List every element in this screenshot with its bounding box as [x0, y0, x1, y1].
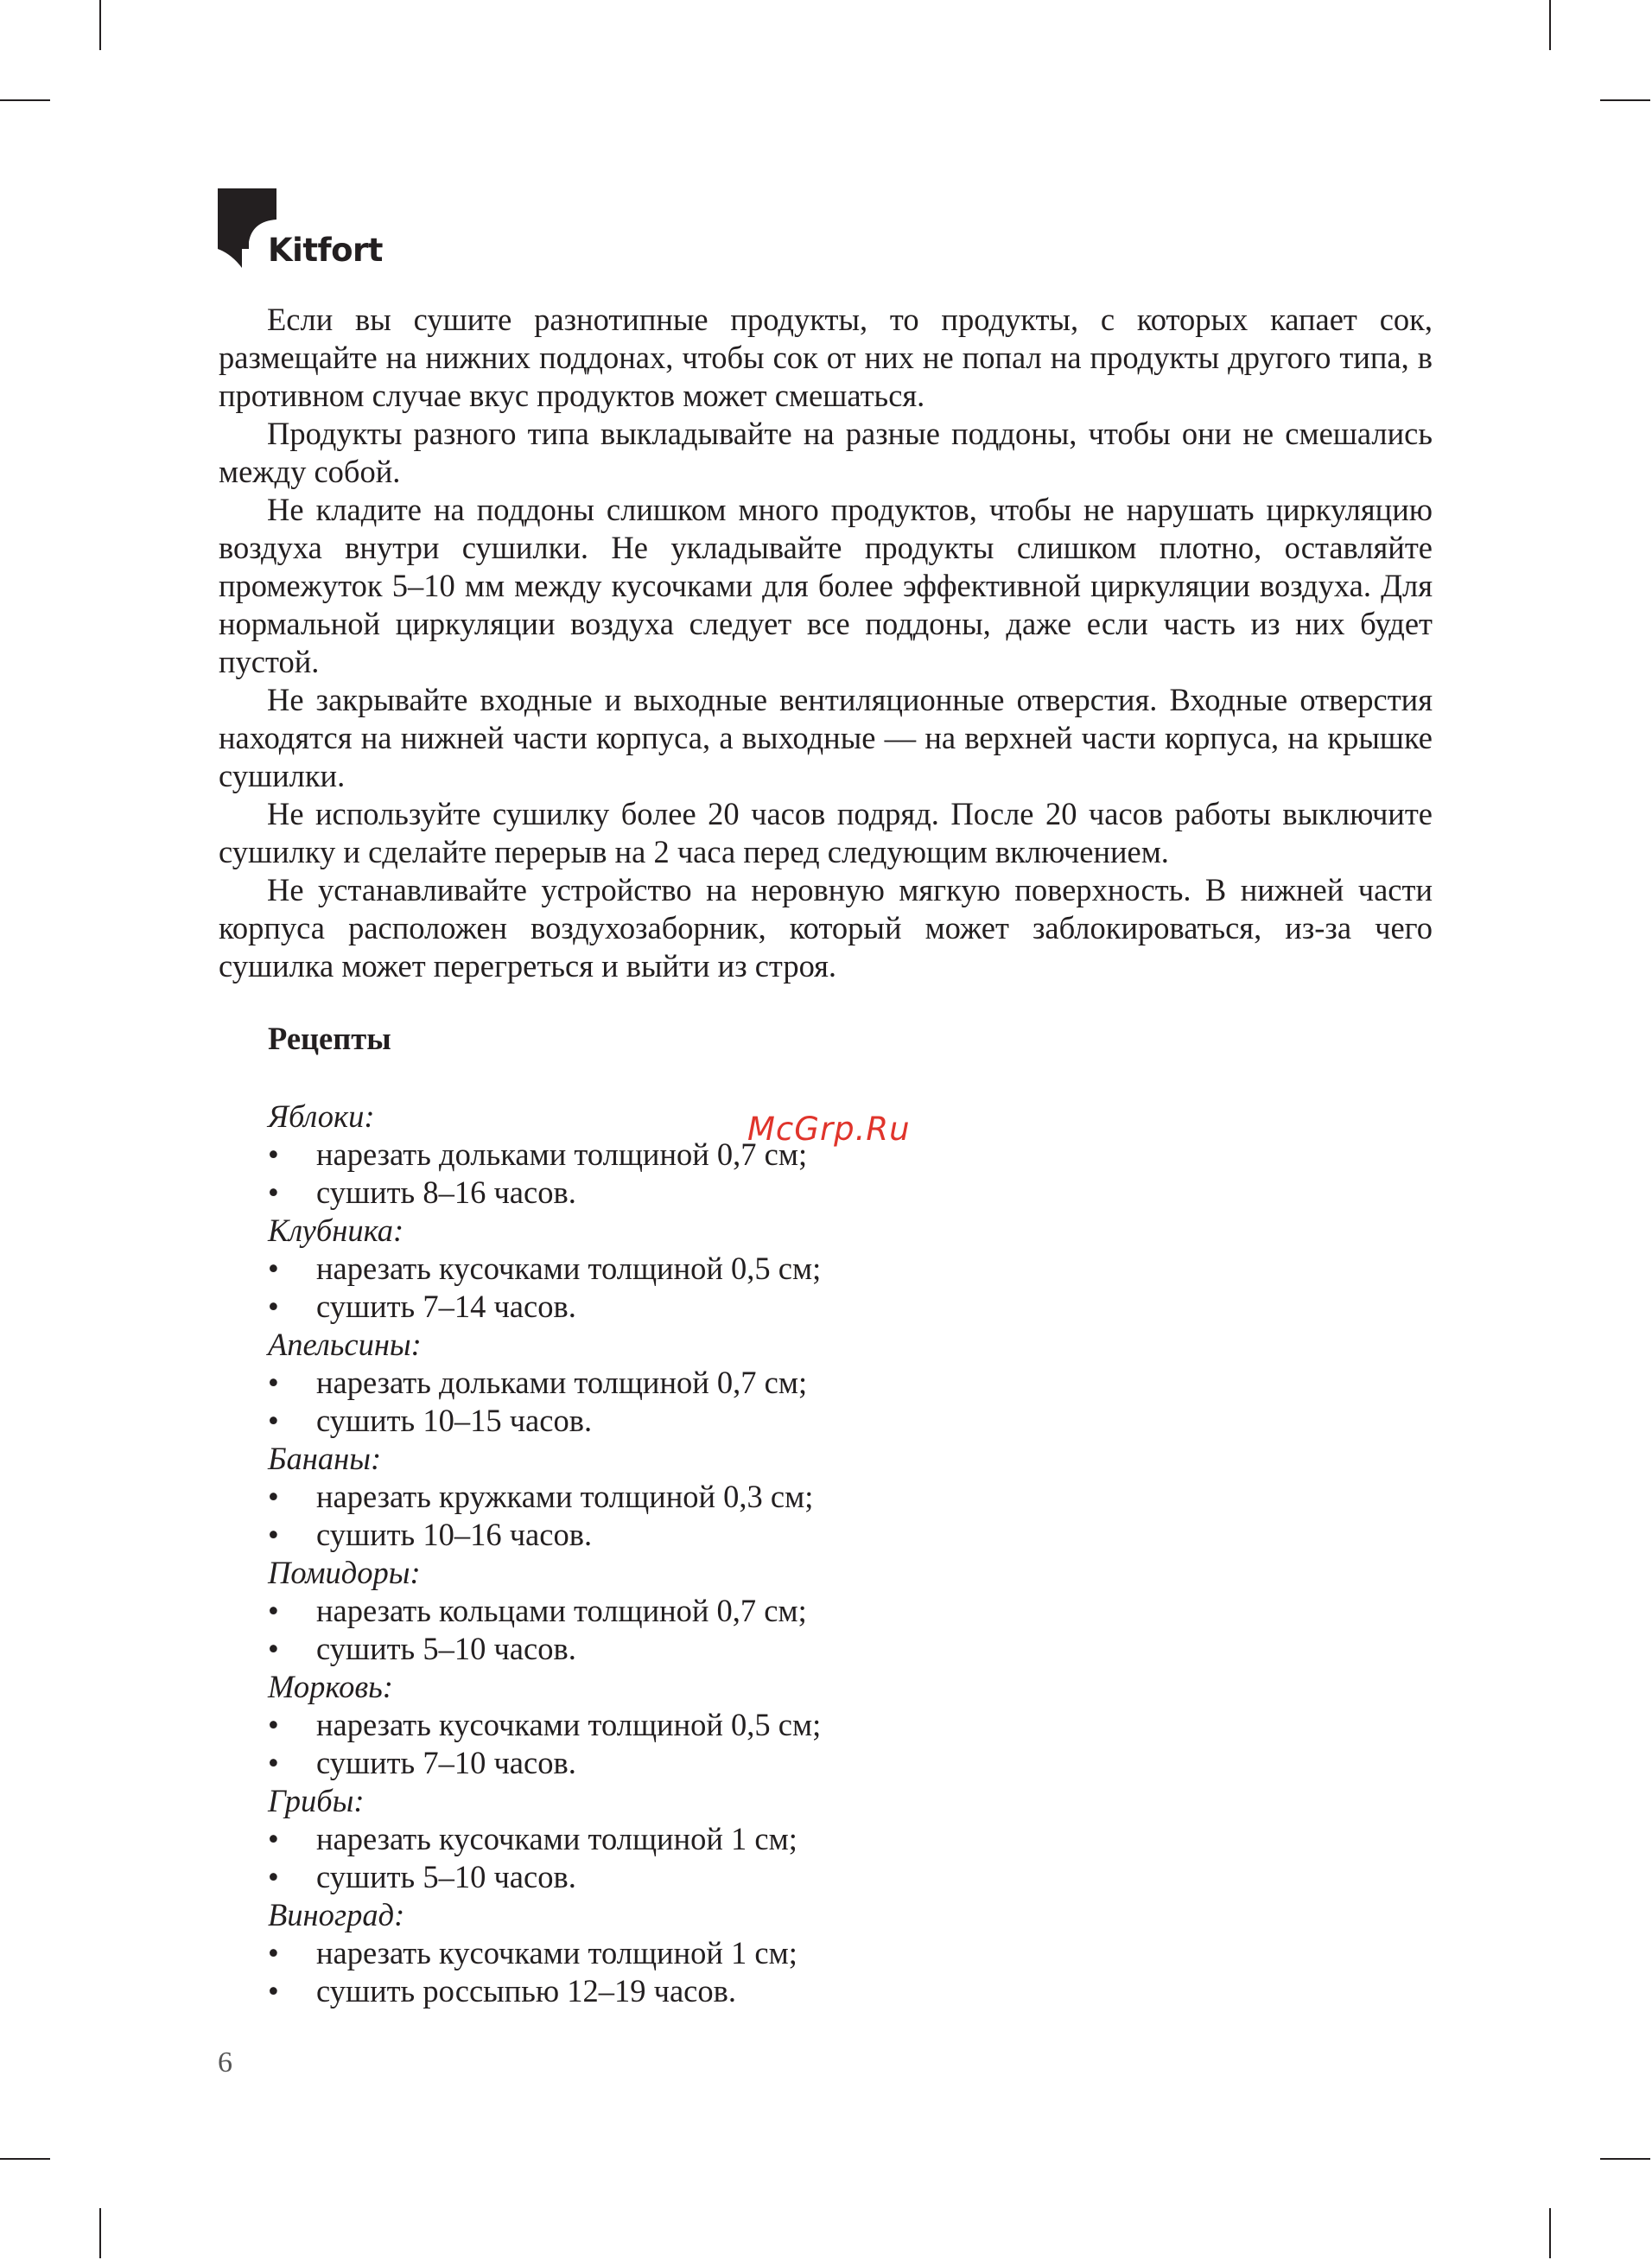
page-number: 6 [218, 2047, 232, 2079]
bullet: • [268, 1517, 279, 1552]
recipe-step: • сушить 5–10 часов. [268, 1859, 576, 1894]
crop-mark-top-left-h [0, 99, 50, 101]
bullet: • [268, 1175, 279, 1210]
bullet: • [268, 1745, 279, 1780]
recipe-step: • нарезать кусочками толщиной 1 см; [268, 1821, 797, 1856]
bullet: • [268, 1707, 279, 1742]
brand-logo [218, 188, 391, 268]
bullet: • [268, 1136, 279, 1172]
recipes-list [268, 1098, 1132, 2010]
paragraph: Если вы сушите разнотипные продукты, то продукты, с которых капает сок, размещайте на нижних поддонах, чтобы сок от них не попал на продукты другого типа, в противном случае вкус продуктов может смешаться. [219, 302, 1433, 413]
recipes-heading: Рецепты [268, 1021, 391, 1056]
recipe-item [268, 1554, 1132, 1668]
recipe-item [268, 1668, 1132, 1782]
crop-mark-bottom-right [1549, 2208, 1551, 2258]
recipe-name: Морковь: [268, 1669, 393, 1704]
recipe-name: Грибы: [268, 1783, 365, 1818]
recipe-step: • сушить 10–16 часов. [268, 1517, 593, 1552]
bullet: • [268, 1365, 279, 1400]
bullet: • [268, 1251, 279, 1286]
recipe-name: Бананы: [268, 1441, 382, 1476]
bullet: • [268, 1935, 279, 1970]
bullet: • [268, 1973, 279, 2009]
crop-mark-bottom-left-h [0, 2158, 50, 2160]
crop-mark-bottom-left [99, 2208, 101, 2258]
recipe-name: Клубника: [268, 1213, 404, 1248]
paragraph: Не устанавливайте устройство на неровную мягкую поверхность. В нижней части корпуса расположен воздухозаборник, который может заблокироваться, из-за чего сушилка может перегреться и выйти из строя. [219, 872, 1433, 984]
recipe-item [268, 1212, 1132, 1326]
recipe-step: • нарезать дольками толщиной 0,7 см; [268, 1365, 808, 1400]
watermark: McGrp.Ru [747, 1111, 911, 1148]
recipe-item [268, 1326, 1132, 1440]
bullet: • [268, 1593, 279, 1628]
recipe-name: Яблоки: [268, 1098, 375, 1134]
recipe-step: • сушить россыпью 12–19 часов. [268, 1973, 736, 2009]
recipe-item [268, 1782, 1132, 1896]
crop-mark-top-right-h [1600, 99, 1650, 101]
recipe-step: • нарезать кружками толщиной 0,3 см; [268, 1479, 814, 1514]
recipe-step: • нарезать кольцами толщиной 0,7 см; [268, 1593, 807, 1628]
recipe-step: • сушить 8–16 часов. [268, 1175, 576, 1210]
paragraph: Не используйте сушилку более 20 часов подряд. После 20 часов работы выключите сушилку и сделайте перерыв на 2 часа перед следующим включением. [219, 796, 1433, 869]
brand-name: Kitfort [268, 232, 383, 269]
bullet: • [268, 1821, 279, 1856]
recipe-step: • нарезать кусочками толщиной 0,5 см; [268, 1707, 822, 1742]
recipe-item [268, 1098, 1132, 1212]
bullet: • [268, 1631, 279, 1666]
recipe-item [268, 1896, 1132, 2010]
recipe-step: • сушить 7–10 часов. [268, 1745, 576, 1780]
recipe-step: • нарезать кусочками толщиной 0,5 см; [268, 1251, 822, 1286]
paragraph: Продукты разного типа выкладывайте на разные поддоны, чтобы они не смешались между собой. [219, 416, 1433, 489]
bullet: • [268, 1479, 279, 1514]
recipe-step: • сушить 7–14 часов. [268, 1289, 576, 1324]
crop-mark-top-right [1549, 0, 1551, 50]
recipe-name: Помидоры: [268, 1555, 421, 1590]
paragraph: Не закрывайте входные и выходные вентиляционные отверстия. Входные отверстия находятся на нижней части корпуса, а выходные — на верхней части корпуса, на крышке сушилки. [219, 682, 1433, 793]
recipe-name: Виноград: [268, 1897, 405, 1932]
recipe-step: • нарезать дольками толщиной 0,7 см; [268, 1136, 808, 1172]
bullet: • [268, 1403, 279, 1438]
bullet: • [268, 1859, 279, 1894]
recipe-step: • сушить 5–10 часов. [268, 1631, 576, 1666]
recipe-name: Апельсины: [268, 1327, 422, 1362]
crop-mark-top-left [99, 0, 101, 50]
bullet: • [268, 1289, 279, 1324]
body-text [219, 301, 1433, 985]
crop-mark-bottom-right-h [1600, 2158, 1650, 2160]
recipe-item [268, 1440, 1132, 1554]
recipe-step: • сушить 10–15 часов. [268, 1403, 593, 1438]
paragraph: Не кладите на поддоны слишком много продуктов, чтобы не нарушать циркуляцию воздуха внутри сушилки. Не укладывайте продукты слишком плотно, оставляйте промежуток 5–10 мм между кусочками для более эффективной циркуляции воздуха. Для нормальной циркуляции воздуха следует все поддоны, даже если часть из них будет пустой. [219, 492, 1433, 679]
recipe-step: • нарезать кусочками толщиной 1 см; [268, 1935, 797, 1970]
